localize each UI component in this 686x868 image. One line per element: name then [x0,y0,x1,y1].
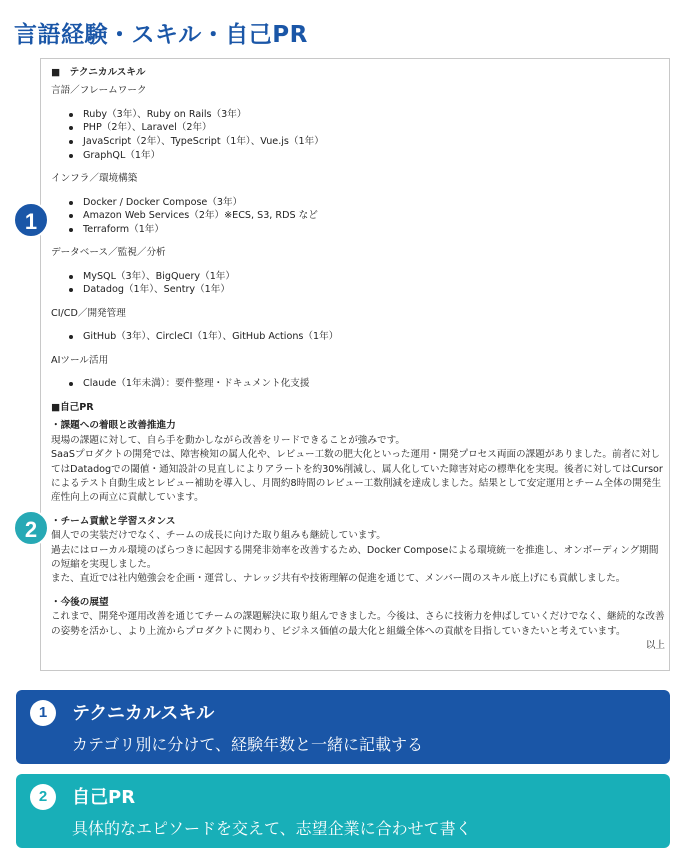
tip-card-self-pr [16,774,670,848]
skill-group-label: AIツール活用 [51,354,109,366]
card-title: テクニカルスキル [72,703,215,724]
skill-group-infra [51,172,665,236]
skill-item: Ruby（3年）、Ruby on Rails（3年） [69,108,665,122]
skills-heading: ■ テクニカルスキル [51,67,146,78]
pr-section-team [51,515,665,587]
skill-group-label: データベース／監視／分析 [51,247,166,259]
card-description: 具体的なエピソードを交えて、志望企業に合わせて書く [72,819,472,838]
card-title: 自己PR [72,787,136,808]
marker-badge-1: 1 [13,202,49,238]
pr-paragraph: これまで、開発や運用改善を通じてチームの課題解決に取り組んできました。今後は、さらに技術力を伸ばしていくだけでなく、継続的な改善の姿勢を活かし、より上流からプロダクトに関わり、ビジネス価値の最大化と組織全体への貢献を目指していきたいと考えています。 [51,611,665,637]
skill-item: Docker / Docker Compose（3年） [69,196,665,210]
skill-list [69,108,665,162]
pr-section-outlook [51,596,665,639]
pr-paragraph: 個人での実装だけでなく、チームの成長に向けた取り組みも継続しています。 [51,530,386,542]
skill-item: Datadog（1年）、Sentry（1年） [69,283,665,297]
skill-list [69,270,665,297]
pr-section-improvement [51,419,665,505]
skill-group-label: インフラ／環境構築 [51,173,138,185]
tip-card-technical-skills [16,690,670,764]
pr-paragraph: また、直近では社内勉強会を企画・運営し、ナレッジ共有や技術理解の促進を通じて、メンバー間のスキル底上げにも貢献しました。 [51,573,626,585]
skill-item: Claude（1年未満）：要件整理・ドキュメント化支援 [69,377,665,391]
skill-item: GitHub（3年）、CircleCI（1年）、GitHub Actions（1年） [69,330,665,344]
pr-section-title: ・チーム貢献と学習スタンス [51,515,176,527]
skill-list [69,377,665,391]
skill-list [69,196,665,237]
card-number: 2 [30,784,56,810]
skill-group-label: CI/CD／開発管理 [51,307,126,319]
card-description: カテゴリ別に分けて、経験年数と一緒に記載する [72,735,424,754]
pr-paragraph: SaaSプロダクトの開発では、障害検知の属人化や、レビュー工数の肥大化といった運用・開発プロセス両面の課題がありました。前者に対してはDatadogでの閾値・通知設計の見直しによりアラートを約30%削減し、属人化していた障害対応の標準化を実現。後者に対してはCursorによるテスト自動生成とレビュー補助を導入し、月間約8時間のレビュー工数削減を達成しました。結果として安定運用とチーム全体の開発生産性向上の両立に貢献しています。 [51,449,663,504]
skill-item: Amazon Web Services（2年）※ECS, S3, RDS など [69,209,665,223]
skill-item: PHP（2年）、Laravel（2年） [69,121,665,135]
pr-paragraph: 現場の課題に対して、自ら手を動かしながら改善をリードできることが強みです。 [51,434,406,446]
skill-item: MySQL（3年）、BigQuery（1年） [69,270,665,284]
pr-heading: ■自己PR [51,401,94,413]
closing-remark: 以上 [645,640,665,652]
resume-document [40,58,670,671]
skill-group-languages [51,84,665,162]
skill-group-cicd [51,307,665,344]
skill-item: Terraform（1年） [69,223,665,237]
document-body [51,66,665,653]
skill-item: GraphQL（1年） [69,149,665,163]
pr-section-title: ・今後の展望 [51,596,109,608]
marker-badge-2: 2 [13,510,49,546]
skill-group-database [51,246,665,297]
card-number: 1 [30,700,56,726]
pr-section-title: ・課題への着眼と改善推進力 [51,420,176,432]
skill-item: JavaScript（2年）、TypeScript（1年）、Vue.js（1年） [69,135,665,149]
page-title: 言語経験・スキル・自己PR [14,22,308,48]
skill-group-label: 言語／フレームワーク [51,85,147,97]
skill-list [69,330,665,344]
pr-paragraph: 過去にはローカル環境のばらつきに起因する開発非効率を改善するため、Docker Composeによる環境統一を推進し、オンボーディング期間の短縮を実現しました。 [51,544,659,571]
skill-group-ai [51,354,665,391]
